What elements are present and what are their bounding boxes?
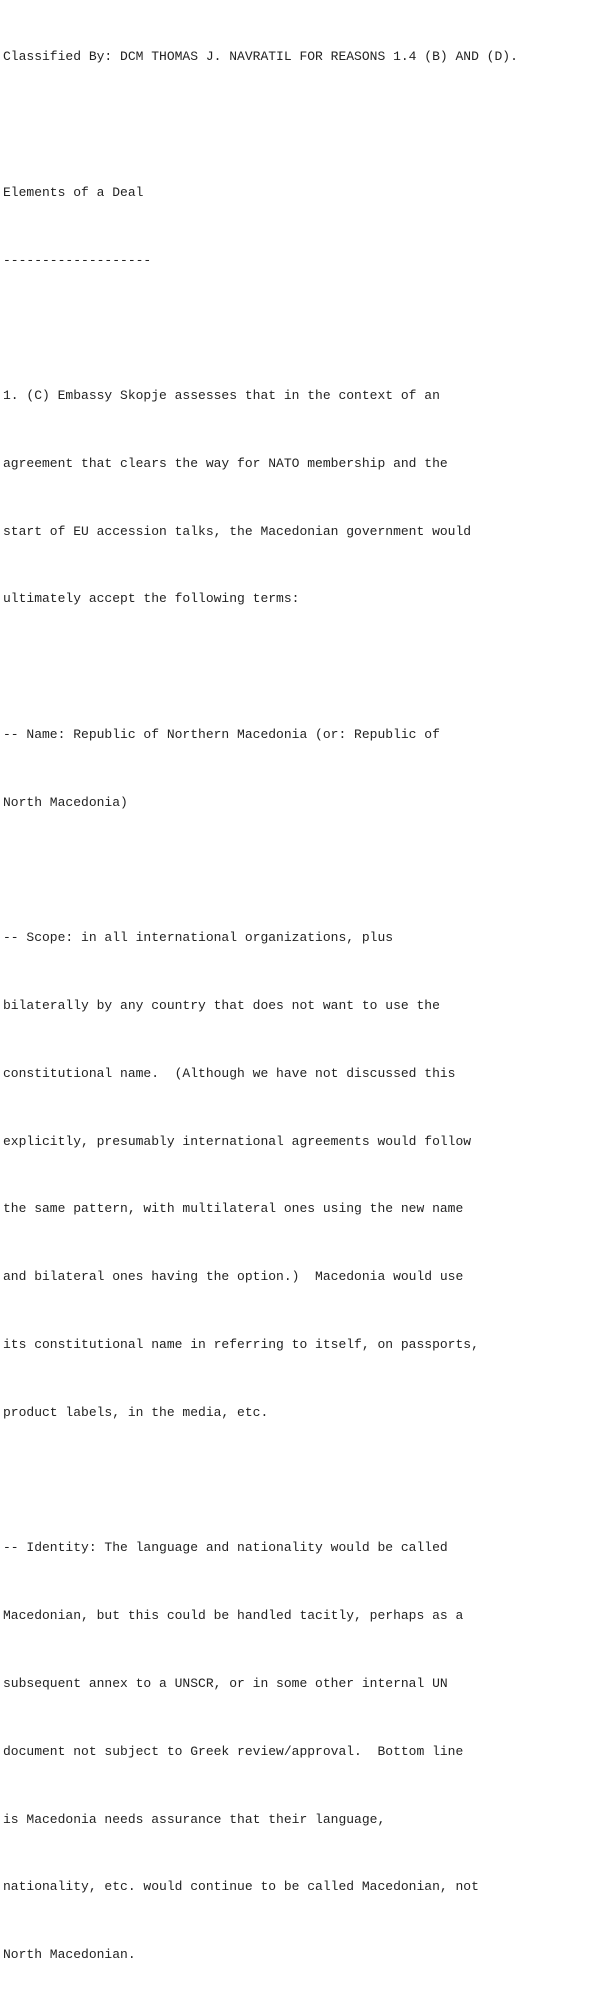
blank-line [3, 1470, 597, 1493]
blank-line [3, 860, 597, 883]
scope-term-line: explicitly, presumably international agreements would follow [3, 1133, 472, 1149]
identity-term-line: subsequent annex to a UNSCR, or in some other internal UN [3, 1675, 448, 1691]
scope-term-line: -- Scope: in all international organizations, plus [3, 930, 394, 946]
identity-term-line: is Macedonia needs assurance that their language, [3, 1811, 386, 1827]
scope-term-line: constitutional name. (Although we have not discussed this [3, 1065, 456, 1081]
paragraph-1-line: agreement that clears the way for NATO membership and the [3, 455, 448, 471]
identity-term-line: North Macedonian. [3, 1947, 136, 1963]
scope-term-line: the same pattern, with multilateral ones using the new name [3, 1201, 464, 1217]
paragraph-1-line: 1. (C) Embassy Skopje assesses that in the context of an [3, 388, 440, 404]
name-term-line: -- Name: Republic of Northern Macedonia (or: Republic of [3, 727, 440, 742]
scope-term-line: product labels, in the media, etc. [3, 1404, 269, 1420]
section-heading: Elements of a Deal [3, 184, 144, 200]
identity-term-line: document not subject to Greek review/approval. Bottom line [3, 1743, 464, 1759]
scope-term-line: and bilateral ones having the option.) Macedonia would use [3, 1269, 464, 1285]
scope-term-line: its constitutional name in referring to itself, on passports, [3, 1337, 479, 1353]
classification-line: Classified By: DCM THOMAS J. NAVRATIL FOR REASONS 1.4 (B) AND (D). [3, 49, 518, 65]
name-term-line: North Macedonia) [3, 794, 128, 810]
blank-line [3, 317, 597, 340]
cable-document-body [3, 1, 597, 1989]
paragraph-1-line: ultimately accept the following terms: [3, 591, 300, 607]
section-heading-underline: ------------------- [3, 252, 152, 268]
identity-term-line: nationality, etc. would continue to be called Macedonian, not [3, 1879, 479, 1895]
blank-line [3, 114, 597, 137]
blank-line [3, 656, 597, 679]
scope-term-line: bilaterally by any country that does not want to use the [3, 998, 440, 1014]
identity-term-line: -- Identity: The language and nationality would be called [3, 1540, 448, 1556]
paragraph-1-line: start of EU accession talks, the Macedonian government would [3, 523, 472, 539]
identity-term-line: Macedonian, but this could be handled tacitly, perhaps as a [3, 1608, 464, 1624]
